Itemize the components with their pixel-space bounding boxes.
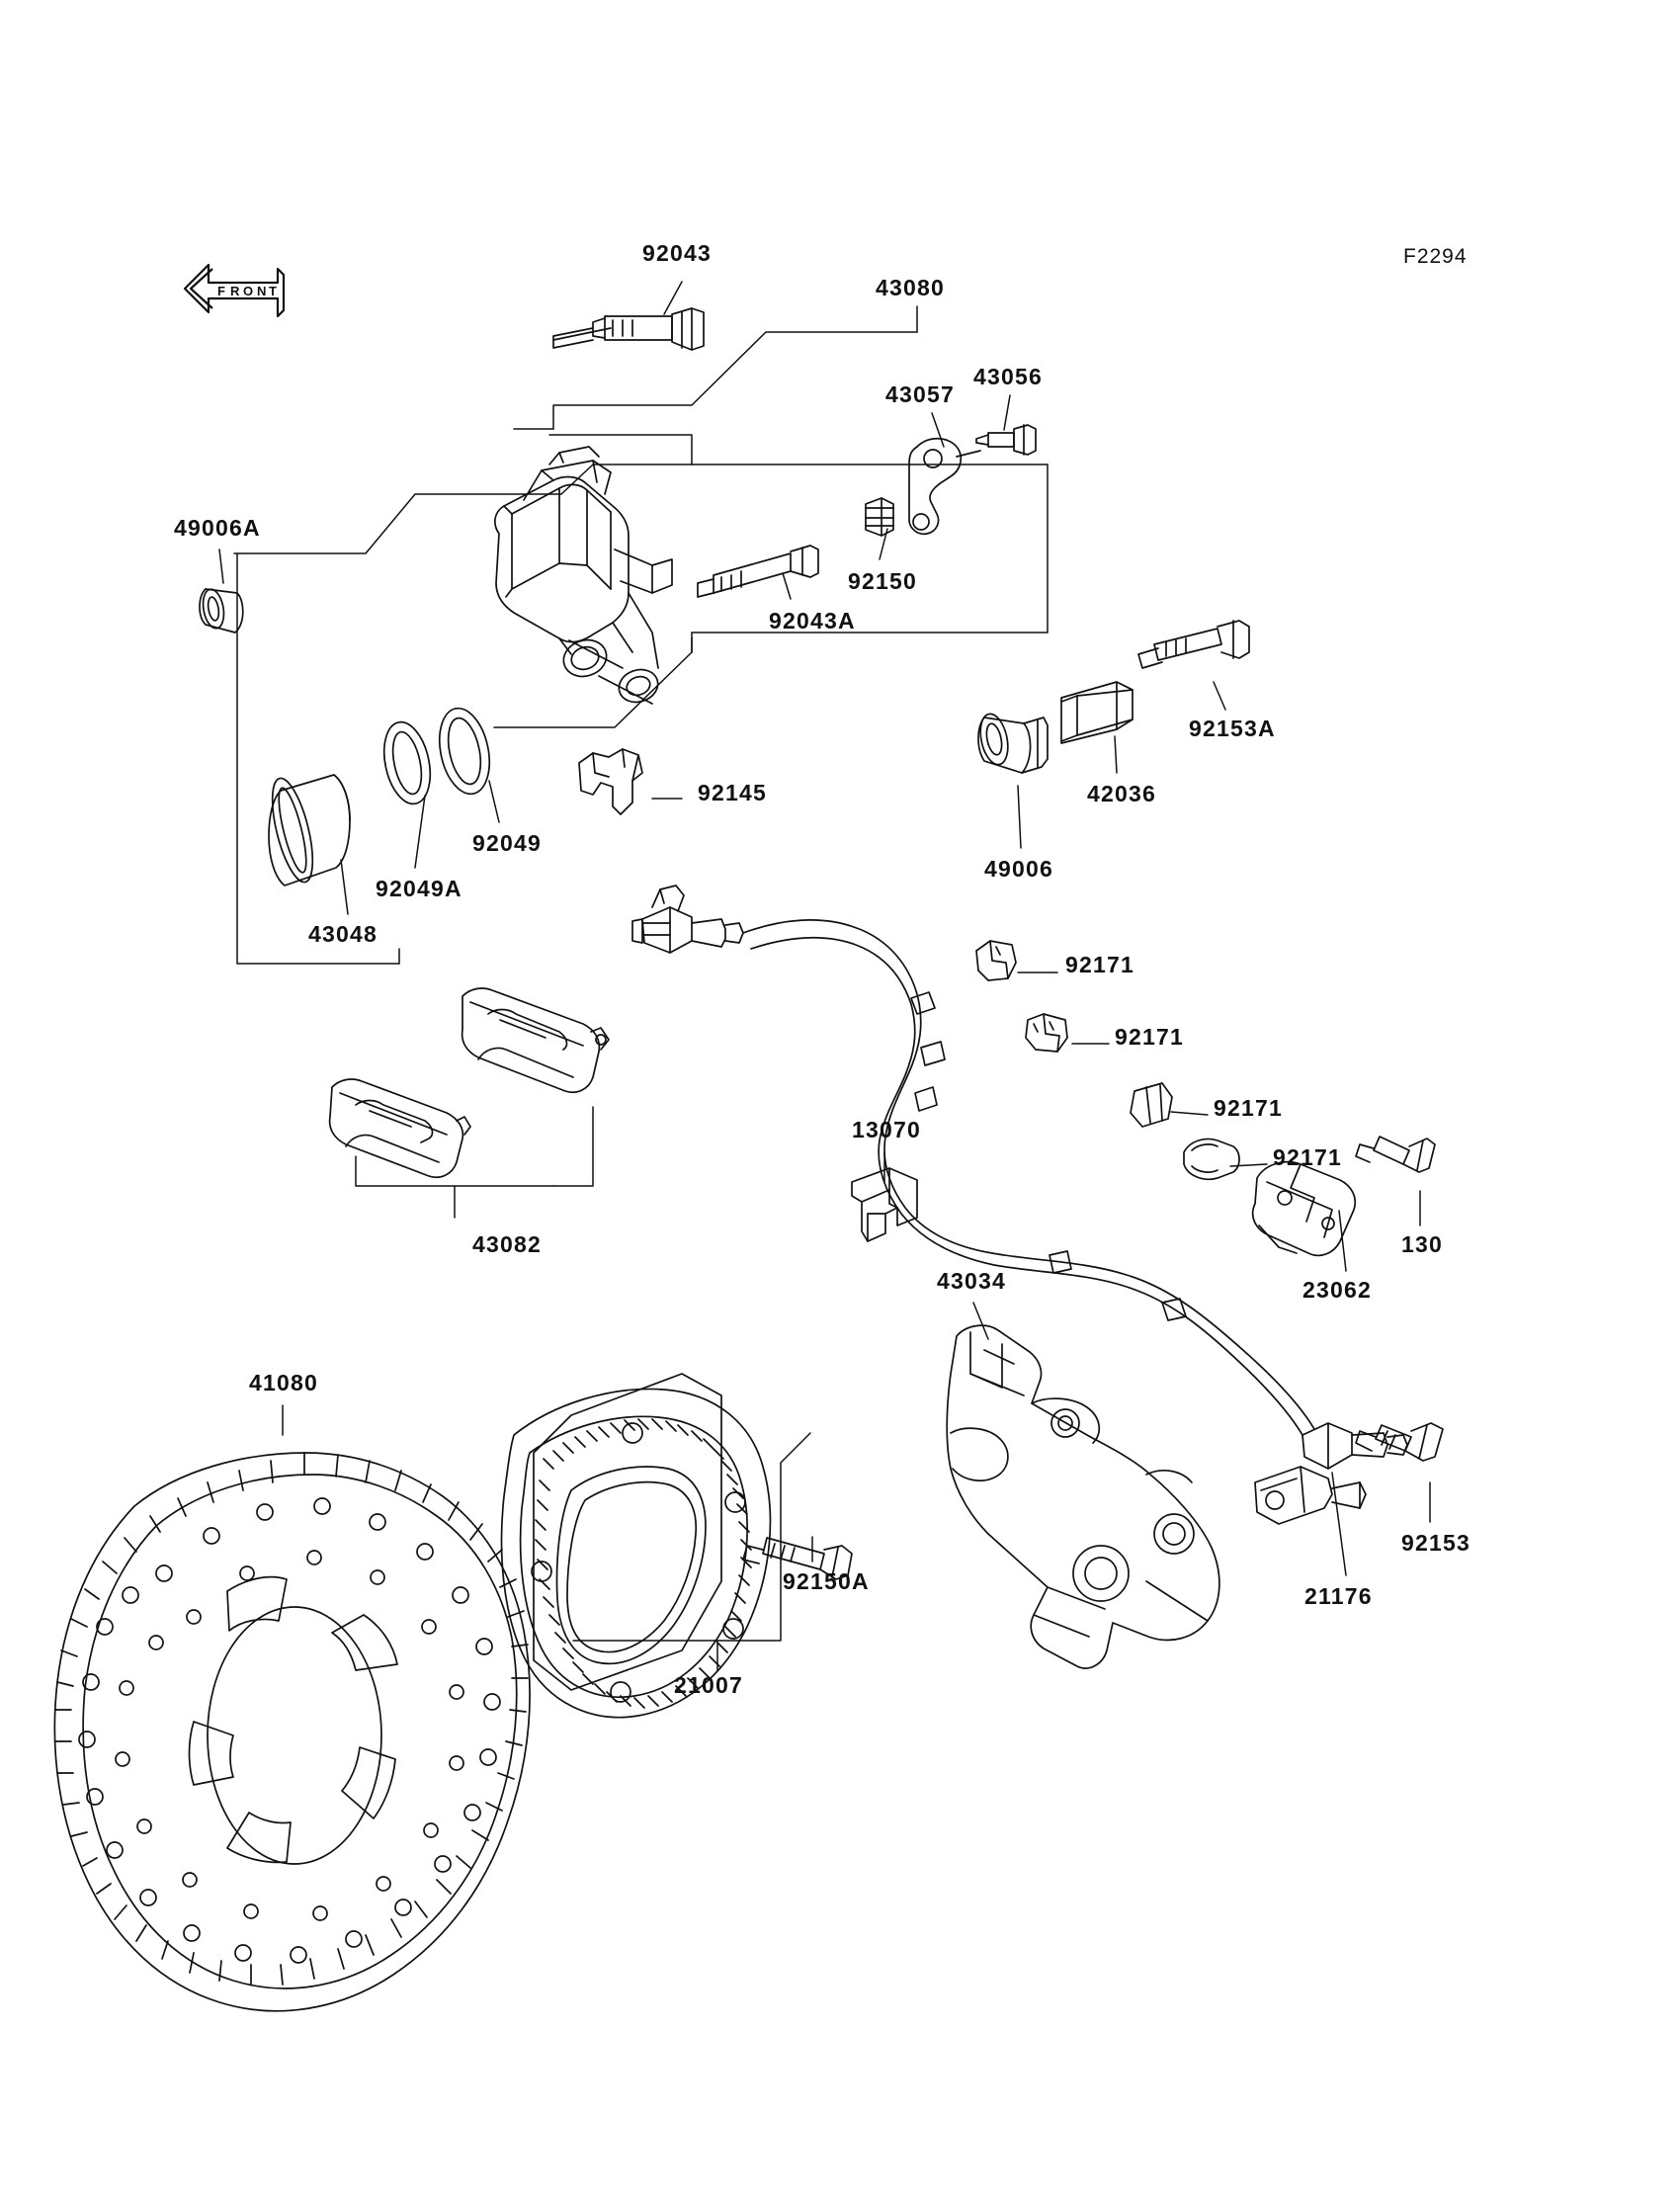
part-label-92150A: 92150A — [783, 1568, 870, 1594]
svg-text:O: O — [243, 284, 255, 298]
part-label-43034: 43034 — [937, 1268, 1006, 1294]
svg-text:R: R — [230, 284, 241, 298]
part-label-41080: 41080 — [249, 1370, 318, 1395]
part-label-43048: 43048 — [308, 921, 378, 947]
svg-text:F: F — [217, 284, 226, 298]
part-label-92145: 92145 — [698, 780, 767, 805]
part-label-13070: 13070 — [852, 1117, 921, 1142]
part-label-92049A: 92049A — [376, 876, 462, 901]
part-label-49006A: 49006A — [174, 515, 261, 541]
part-label-92043A: 92043A — [769, 608, 856, 634]
part-label-92171-b: 92171 — [1115, 1024, 1184, 1050]
part-label-21007: 21007 — [674, 1672, 743, 1698]
sheet-code: F2294 — [1403, 245, 1468, 268]
part-label-43056: 43056 — [973, 364, 1043, 389]
part-label-130: 130 — [1401, 1231, 1443, 1257]
part-label-21176: 21176 — [1304, 1583, 1373, 1609]
part-label-92049: 92049 — [472, 830, 542, 856]
part-label-92150: 92150 — [848, 568, 917, 594]
part-label-42036: 42036 — [1087, 781, 1156, 806]
part-label-92153: 92153 — [1401, 1530, 1470, 1556]
part-label-43057: 43057 — [885, 381, 955, 407]
part-label-92043: 92043 — [642, 240, 712, 266]
part-label-92171-c: 92171 — [1214, 1095, 1283, 1121]
part-label-92171-a: 92171 — [1065, 952, 1134, 977]
svg-text:T: T — [269, 284, 278, 298]
part-label-49006: 49006 — [984, 856, 1053, 882]
part-label-23062: 23062 — [1302, 1277, 1372, 1303]
svg-text:N: N — [257, 284, 268, 298]
part-label-43080: 43080 — [876, 275, 945, 300]
part-label-43082: 43082 — [472, 1231, 542, 1257]
part-label-92153A: 92153A — [1189, 716, 1276, 741]
part-label-92171-d: 92171 — [1273, 1144, 1342, 1170]
